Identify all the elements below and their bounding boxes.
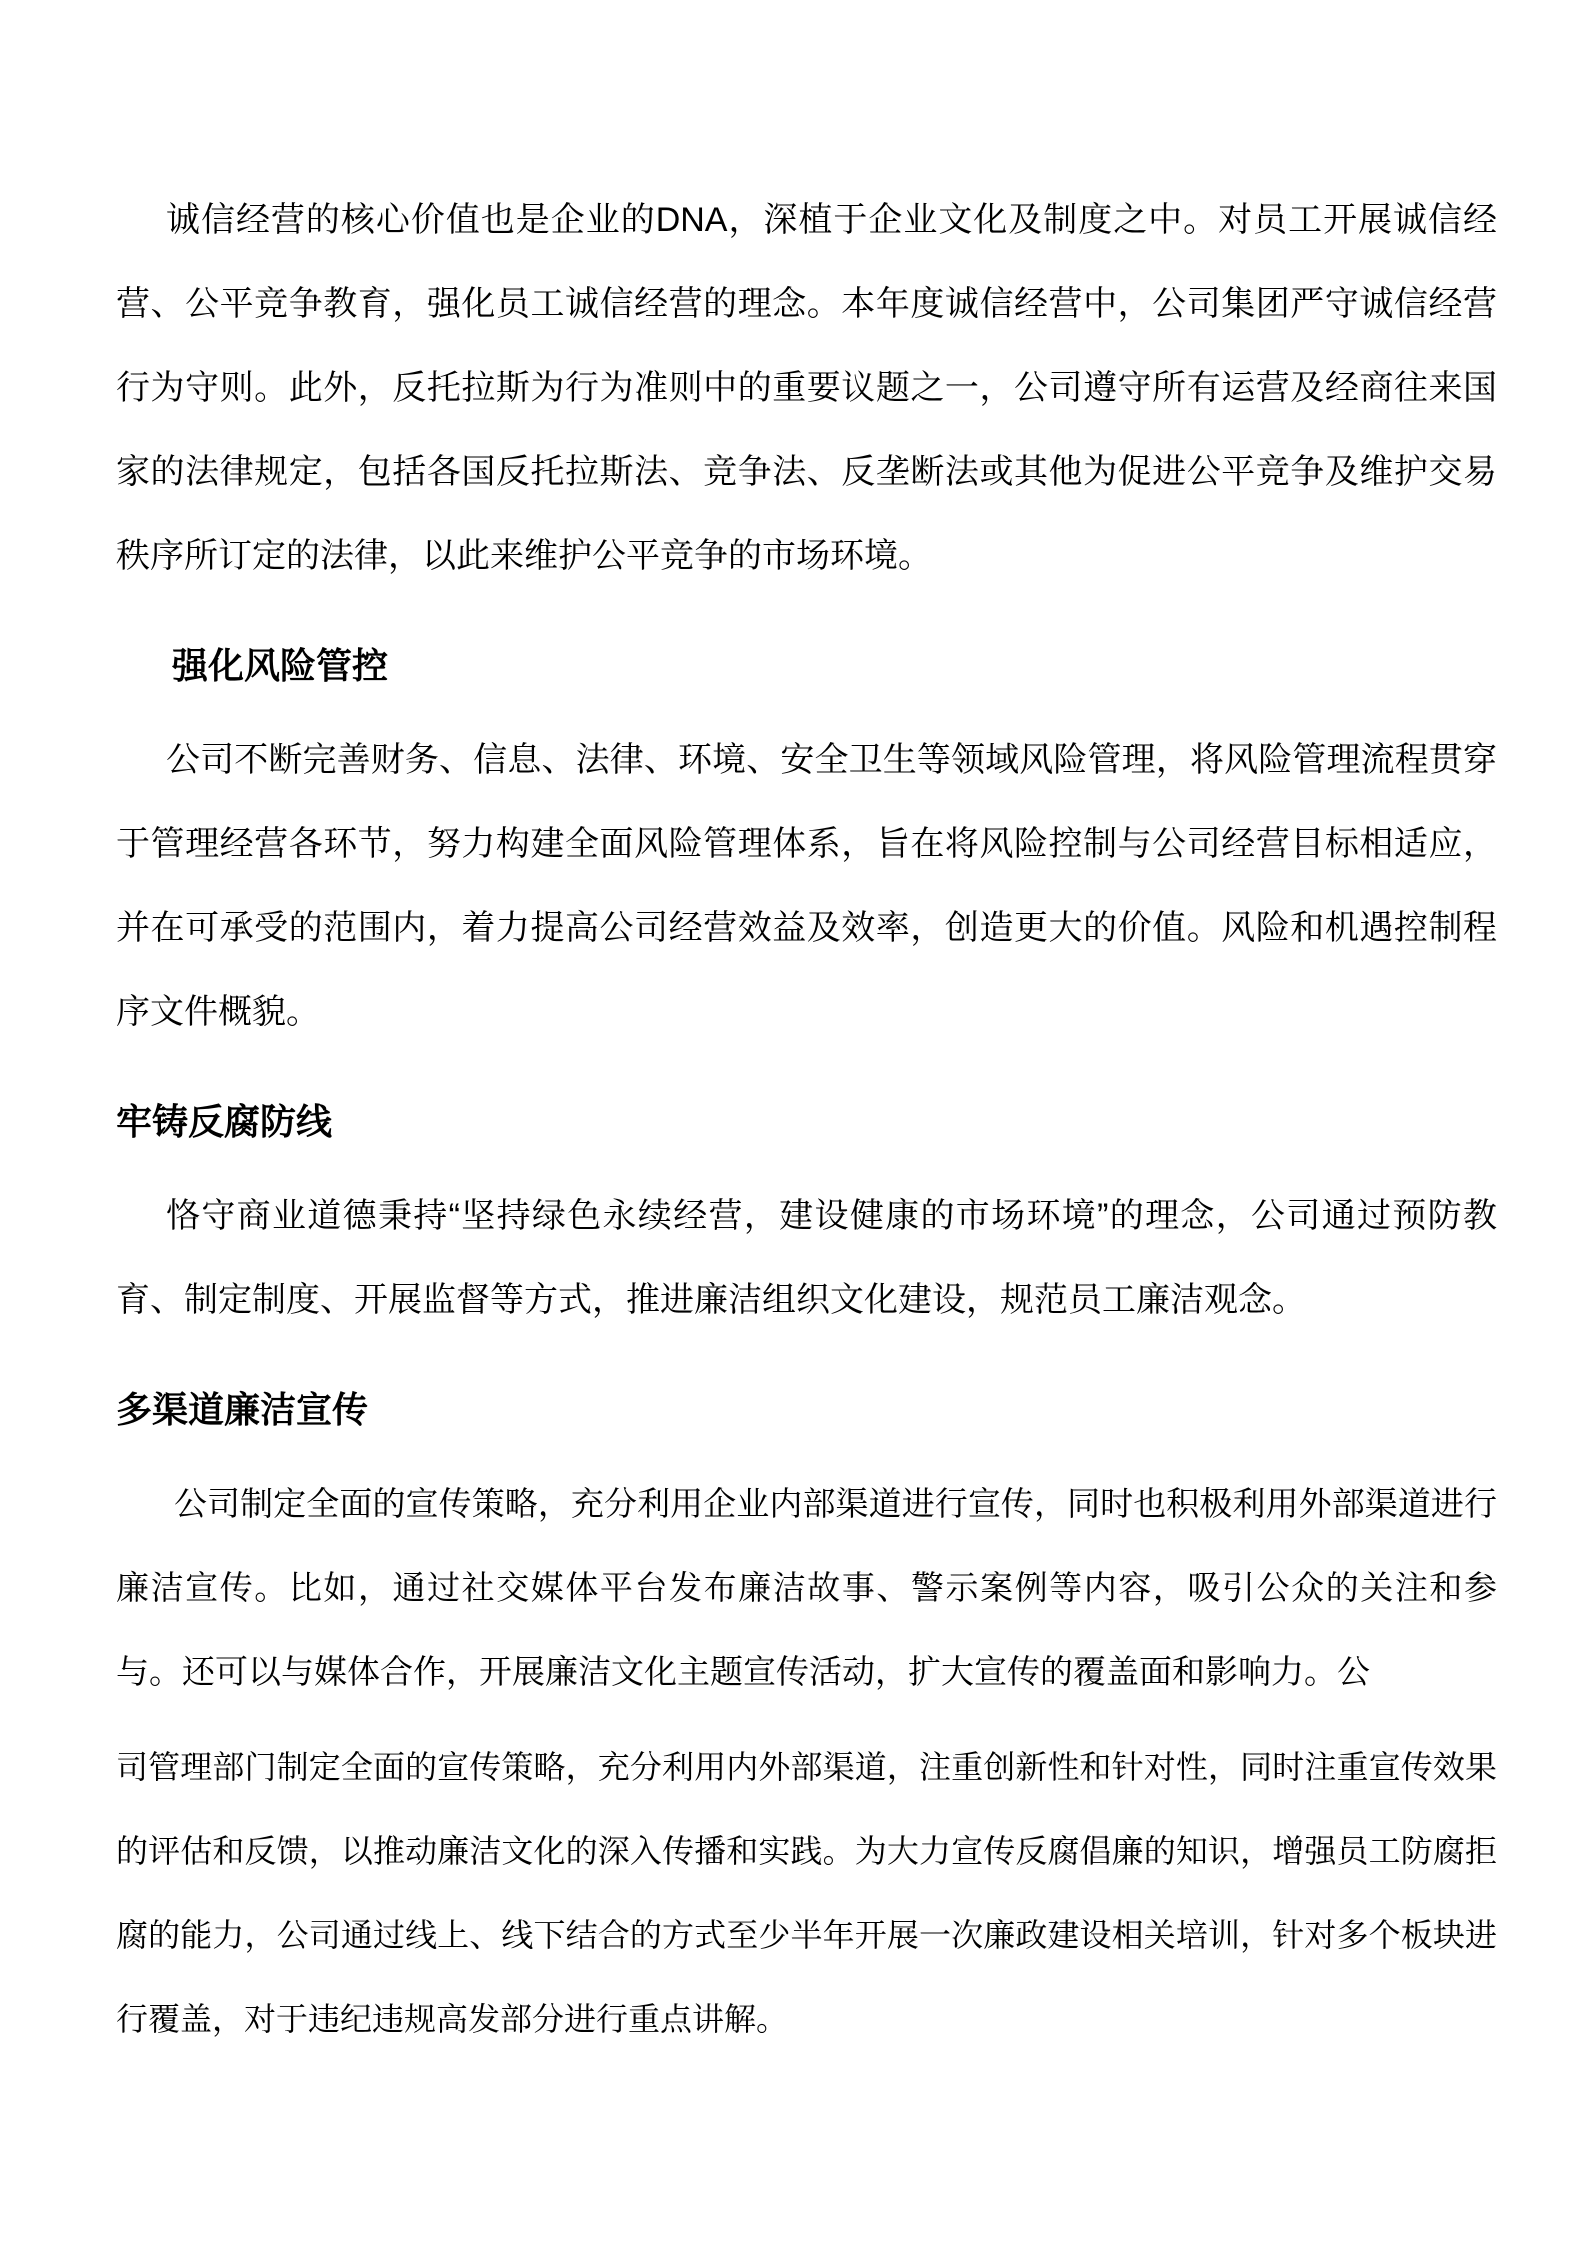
heading-risk-control: 强化风险管控	[172, 645, 389, 686]
paragraph-integrity-dna: 诚信经营的核心价值也是企业的DNA，深植于企业文化及制度之中。对员工开展诚信经营、公平竞争教育，强化员工诚信经营的理念。本年度诚信经营中，公司集团严守诚信经营行为守则。此外，反托拉斯为行为准则中的重要议题之一，公司遵守所有运营及经商往来国家的法律规定，包括各国反托拉斯法、竞争法、反垄断法或其他为促进公平竞争及维护交易秩序所订定的法律，以此来维护公平竞争的市场环境。	[116, 201, 1497, 575]
paragraph-publicity-strategy-part1: 公司制定全面的宣传策略，充分利用企业内部渠道进行宣传，同时也积极利用外部渠道进行廉洁宣传。比如，通过社交媒体平台发布廉洁故事、警示案例等内容，吸引公众的关注和参与。还可以与媒体合作，开展廉洁文化主题宣传活动，扩大宣传的覆盖面和影响力。公	[116, 1485, 1497, 1690]
heading-multi-channel-publicity: 多渠道廉洁宣传	[116, 1389, 369, 1430]
paragraph-business-ethics: 恪守商业道德秉持“坚持绿色永续经营，建设健康的市场环境”的理念，公司通过预防教育、制定制度、开展监督等方式，推进廉洁组织文化建设，规范员工廉洁观念。	[116, 1197, 1497, 1319]
paragraph-publicity-strategy-part2: 司管理部门制定全面的宣传策略，充分利用内外部渠道，注重创新性和针对性，同时注重宣传效果的评估和反馈，以推动廉洁文化的深入传播和实践。为大力宣传反腐倡廉的知识，增强员工防腐拒腐的能力，公司通过线上、线下结合的方式至少半年开展一次廉政建设相关培训，针对多个板块进行覆盖，对于违纪违规高发部分进行重点讲解。	[116, 1749, 1497, 2037]
heading-anti-corruption-line: 牢铸反腐防线	[116, 1101, 333, 1142]
paragraph-risk-management: 公司不断完善财务、信息、法律、环境、安全卫生等领域风险管理，将风险管理流程贯穿于管理经营各环节，努力构建全面风险管理体系，旨在将风险控制与公司经营目标相适应，并在可承受的范围内，着力提高公司经营效益及效率，创造更大的价值。风险和机遇控制程序文件概貌。	[116, 741, 1497, 1031]
